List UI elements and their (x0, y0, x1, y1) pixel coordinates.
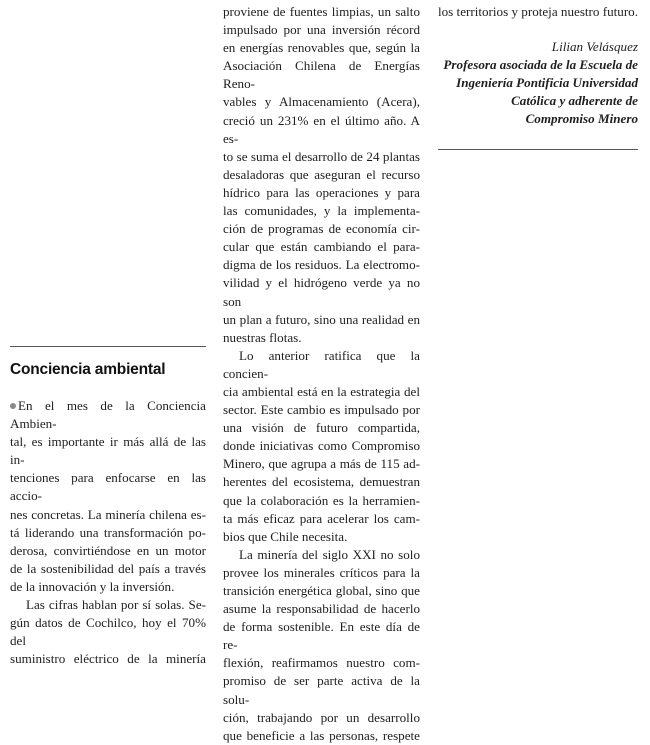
text-line: vables y Almacenamiento (Acera), (223, 94, 420, 110)
text-line: de la sostenibilidad del país a través (10, 560, 206, 576)
text-line: donde iniciativas como Compromiso (223, 438, 420, 454)
text-line: La minería del siglo XXI no solo (239, 546, 420, 562)
text-line: ción de programas de economía cir- (223, 221, 420, 237)
text-line: Minero, que agrupa a más de 115 ad- (223, 456, 420, 472)
text-line: de la innovación y la inversión. (10, 578, 175, 594)
text-line: Las cifras hablan por sí solas. Se- (26, 597, 206, 613)
text-line: creció un 231% en el último año. A es- (223, 112, 420, 146)
text-line: tenciones para enfocarse en las accio- (10, 470, 206, 504)
text-line: promiso de ser parte activa de la solu- (223, 673, 420, 707)
text-line: gún datos de Cochilco, hoy el 70% del (10, 615, 206, 649)
text-line: derosa, convirtiéndose en un motor (10, 542, 206, 558)
text-line: impulsado por una inversión récord (223, 22, 420, 38)
text-line: cia ambiental está en la estrategia del (223, 383, 420, 399)
section-heading: Conciencia ambiental (10, 361, 166, 378)
author-role-line: Profesora asociada de la Escuela de (443, 57, 638, 73)
text-line: cular que están cambiando el para- (223, 239, 420, 255)
author-role-line: Católica y adherente de (511, 93, 638, 109)
text-line: un plan a futuro, sino una realidad en (223, 311, 420, 327)
text-line: nes concretas. La minería chilena es- (10, 506, 206, 522)
text-line: las comunidades, y la implementa- (223, 203, 420, 219)
column-1-body (10, 397, 206, 668)
text-line: provee los minerales críticos para la (223, 564, 420, 580)
text-line: bios que Chile necesita. (223, 528, 348, 544)
signature-divider (438, 149, 638, 150)
text-line: de forma sostenible. En este día de re- (223, 619, 420, 653)
text-line: que beneficie a las personas, respete (223, 727, 420, 743)
text-line: En el mes de la Conciencia Ambien- (10, 398, 206, 432)
author-role-line: Compromiso Minero (525, 111, 638, 127)
text-line: Lo anterior ratifica que la concien- (223, 347, 420, 381)
column-2-body (223, 3, 420, 745)
text-line: los territorios y proteja nuestro futuro. (438, 4, 638, 19)
text-line: desaladoras que aseguran el recurso (223, 166, 420, 182)
text-line: tá liderando una transformación po- (10, 524, 206, 540)
text-line: en energías renovables que, según la (223, 40, 420, 56)
text-line: tal, es importante ir más allá de las in- (10, 434, 206, 468)
text-line: Asociación Chilena de Energías Reno- (223, 58, 420, 92)
text-line: una visión de futuro compartida, (223, 420, 420, 436)
text-line: herentes del ecosistema, demuestran (223, 474, 420, 490)
text-line: nuestras flotas. (223, 329, 302, 345)
text-line: hídrico para las operaciones y para (223, 184, 420, 200)
text-line: sector. Este cambio es impulsado por (223, 402, 420, 418)
text-line: ta más eficaz para acelerar los cam- (223, 510, 420, 526)
bullet-icon (10, 403, 16, 409)
text-line: ción, trabajando por un desarrollo (223, 709, 420, 725)
section-divider (10, 346, 206, 347)
author-name: Lilian Velásquez (551, 39, 638, 55)
text-line: transición energética global, sino que (223, 583, 420, 598)
text-line: flexión, reafirmamos nuestro com- (223, 655, 420, 671)
text-line: digma de los residuos. La electromo- (223, 257, 420, 273)
text-line: asume la responsabilidad de hacerlo (223, 601, 420, 617)
text-line: proviene de fuentes limpias, un salto (223, 4, 420, 19)
text-line: suministro eléctrico de la minería (10, 651, 206, 667)
text-line: vilidad y el hidrógeno verde ya no son (223, 275, 420, 309)
column-3-body (438, 3, 638, 129)
author-role-line: Ingeniería Pontificia Universidad (456, 75, 638, 91)
text-line: que la colaboración es la herramien- (223, 492, 420, 508)
text-line: to se suma el desarrollo de 24 plantas (223, 148, 420, 164)
